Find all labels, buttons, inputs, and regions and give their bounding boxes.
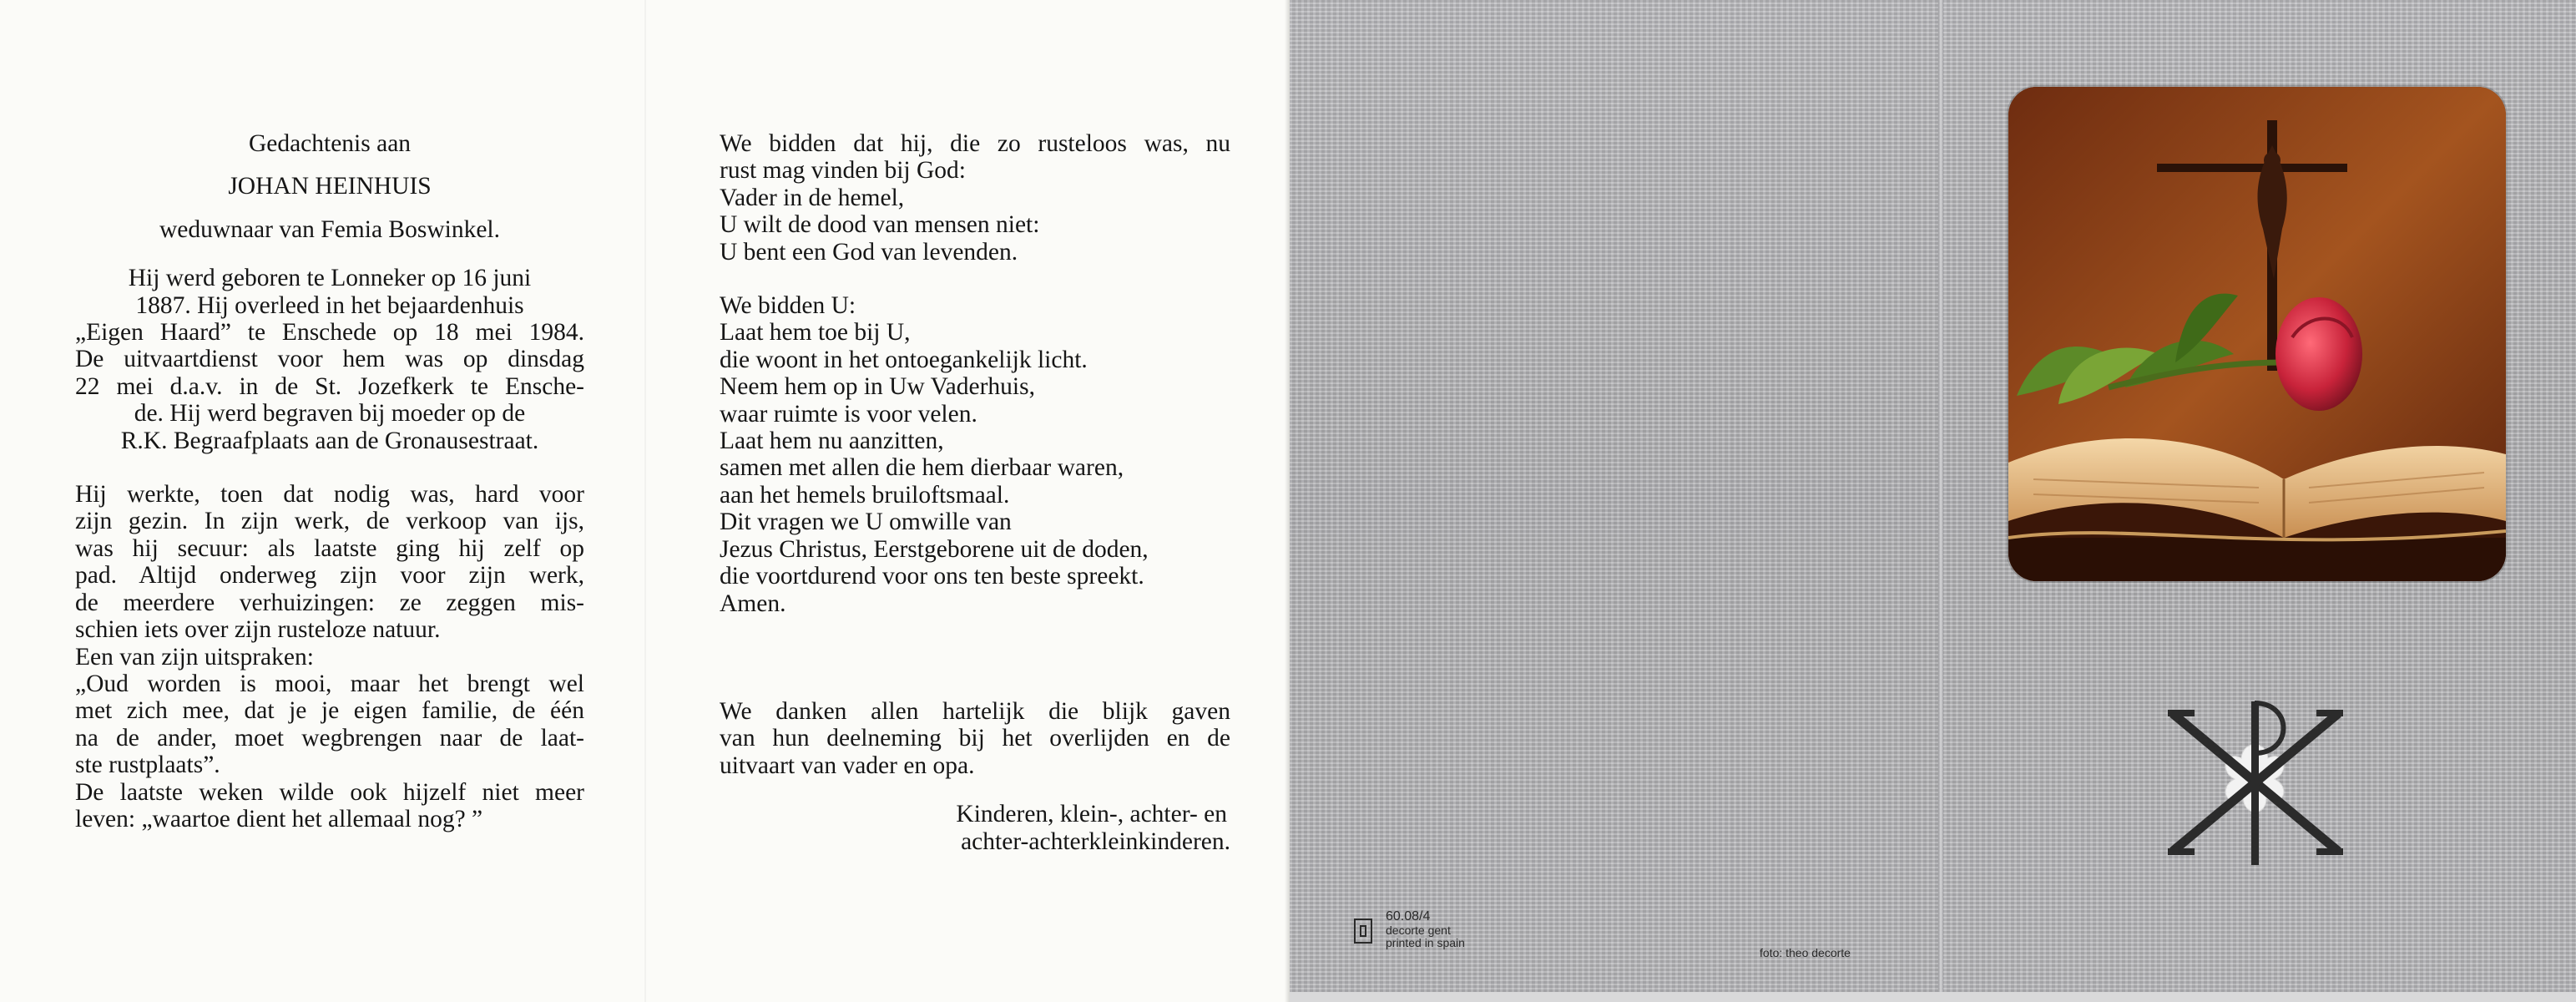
heading-remembrance: Gedachtenis aan bbox=[248, 130, 412, 157]
text-line: R.K. Begraafplaats aan de Gronausestraat. bbox=[120, 427, 539, 454]
prayer-line: Dit vragen we U omwille van bbox=[720, 509, 1012, 536]
text-line: de meerdere verhuizingen: ze zeggen mis- bbox=[75, 589, 584, 616]
inner-fold bbox=[644, 0, 646, 1002]
thanks-line: van hun deelneming bij het overlijden en de bbox=[720, 725, 1230, 752]
cover-spread bbox=[1290, 0, 2576, 1002]
prayer-intro bbox=[720, 130, 1230, 266]
prayer-line: Neem hem op in Uw Vaderhuis, bbox=[720, 373, 1035, 401]
text-line: leven: „waartoe dient het allemaal nog? ” bbox=[75, 805, 483, 832]
printer-text bbox=[1386, 910, 1465, 949]
text-line: schien iets over zijn rusteloze natuur. bbox=[75, 616, 441, 644]
prayer-line: samen met allen die hem dierbaar waren, bbox=[720, 454, 1124, 482]
printer-country: printed in spain bbox=[1386, 936, 1465, 949]
text-line: de. Hij werd begraven bij moeder op de bbox=[134, 400, 526, 428]
text-line: De laatste weken wilde ook hijzelf niet meer bbox=[75, 778, 584, 806]
thanks-line: We danken allen hartelijk die blijk gaven bbox=[720, 697, 1230, 725]
prayer-line: Amen. bbox=[720, 590, 786, 617]
decorte-logo-icon bbox=[1354, 918, 1372, 944]
cover-edge bbox=[1290, 992, 2576, 1002]
prayer-line: Laat hem toe bij U, bbox=[720, 319, 911, 347]
text-line: De uitvaartdienst voor hem was op dinsdag bbox=[75, 346, 584, 373]
prayer-line: Laat hem nu aanzitten, bbox=[720, 428, 944, 455]
text-line: 22 mei d.a.v. in de St. Jozefkerk te Ensche- bbox=[75, 372, 584, 400]
text-line: Hij werkte, toen dat nodig was, hard voor bbox=[75, 481, 584, 509]
text-line: 1887. Hij overleed in het bejaardenhuis bbox=[135, 291, 524, 319]
printer-code: 60.08/4 bbox=[1386, 909, 1431, 924]
prayer-line: Vader in de hemel, bbox=[720, 184, 905, 211]
printer-name: decorte gent bbox=[1386, 924, 1451, 937]
prayer-line: die voortdurend voor ons ten beste spreekt. bbox=[720, 563, 1144, 590]
text-line: „Eigen Haard” te Enschede op 18 mei 1984. bbox=[75, 319, 584, 347]
prayer-line: rust mag vinden bij God: bbox=[720, 157, 966, 185]
quote-line: „Oud worden is mooi, maar het brengt wel bbox=[75, 670, 584, 697]
quote-line: met zich mee, dat je je eigen familie, de één bbox=[75, 697, 584, 725]
signature-line: Kinderen, klein-, achter- en bbox=[956, 801, 1227, 828]
prayer-main bbox=[720, 292, 1230, 617]
family-signature bbox=[720, 801, 1230, 855]
prayer-line: die woont in het ontoegankelijk licht. bbox=[720, 346, 1088, 373]
left-page-text bbox=[75, 130, 584, 832]
text-line: zijn gezin. In zijn werk, de verkoop van ijs, bbox=[75, 508, 584, 535]
crucifix-bible-rose-photo bbox=[2008, 87, 2506, 581]
cover-spine bbox=[1938, 0, 1943, 1002]
prayer-line: aan het hemels bruiloftsmaal. bbox=[720, 481, 1010, 509]
quote-line: na de ander, moet wegbrengen naar de laat- bbox=[75, 724, 584, 752]
prayer-line: waar ruimte is voor velen. bbox=[720, 400, 977, 428]
thanks-line: uitvaart van vader en opa. bbox=[720, 752, 975, 779]
text-line: Een van zijn uitspraken: bbox=[75, 643, 314, 671]
signature-line: achter-achterkleinkinderen. bbox=[961, 827, 1230, 855]
widower-line: weduwnaar van Femia Boswinkel. bbox=[159, 215, 500, 243]
prayer-line: We bidden dat hij, die zo rusteloos was, nu bbox=[720, 130, 1230, 157]
biography-paragraph bbox=[75, 265, 584, 454]
prayer-line: We bidden U: bbox=[720, 292, 856, 320]
character-paragraph bbox=[75, 481, 584, 832]
prayer-line: U wilt de dood van mensen niet: bbox=[720, 211, 1040, 239]
thanks-paragraph bbox=[720, 698, 1230, 779]
chi-rho-emblem bbox=[2168, 700, 2343, 871]
quote-line: ste rustplaats”. bbox=[75, 752, 220, 779]
text-line: was hij secuur: als laatste ging hij zelf op bbox=[75, 534, 584, 562]
text-line: pad. Altijd onderweg zijn voor zijn werk, bbox=[75, 562, 584, 590]
right-page-text bbox=[720, 130, 1230, 855]
prayer-line: Jezus Christus, Eerstgeborene uit de doden, bbox=[720, 535, 1149, 563]
deceased-name: JOHAN HEINHUIS bbox=[228, 173, 432, 200]
text-line: Hij werd geboren te Lonneker op 16 juni bbox=[128, 265, 532, 292]
prayer-line: U bent een God van levenden. bbox=[720, 238, 1018, 266]
photo-credit: foto: theo decorte bbox=[1760, 946, 1851, 959]
